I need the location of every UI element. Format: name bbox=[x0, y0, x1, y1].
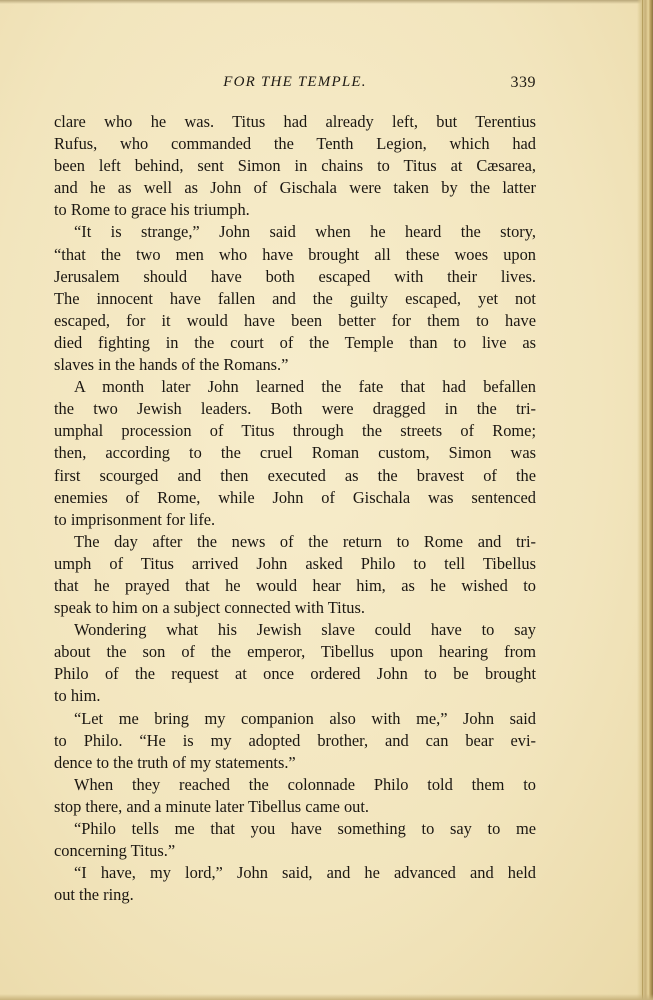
text-line: Wondering what his Jewish slave could have to say bbox=[74, 620, 536, 640]
text-line: umph of Titus arrived John asked Philo to tell Tibellus bbox=[54, 553, 536, 573]
page-bottom-edge bbox=[0, 994, 653, 1000]
text-line: The innocent have fallen and the guilty escaped, yet not bbox=[54, 288, 536, 308]
text-line: stop there, and a minute later Tibellus came out. bbox=[54, 796, 369, 816]
text-line: When they reached the colonnade Philo told them to bbox=[74, 774, 536, 794]
text-line: “I have, my lord,” John said, and he advanced and held bbox=[74, 863, 536, 883]
text-line: “that the two men who have brought all these woes upon bbox=[54, 244, 536, 264]
text-line: “Philo tells me that you have something to say to me bbox=[74, 819, 536, 838]
text-line: that he prayed that he would hear him, as he wished to bbox=[54, 575, 536, 595]
text-line: umphal procession of Titus through the streets of Rome; bbox=[54, 421, 536, 441]
text-line: about the son of the emperor, Tibellus upon hearing from bbox=[54, 642, 536, 662]
text-line: “Let me bring my companion also with me,” John said bbox=[74, 708, 536, 728]
text-line: speak to him on a subject connected with Titus. bbox=[54, 598, 365, 618]
text-line: escaped, for it would have been better for them to have bbox=[54, 310, 536, 330]
body-text bbox=[54, 111, 536, 906]
text-line: dence to the truth of my statements.” bbox=[54, 752, 296, 772]
text-line: to Philo. “He is my adopted brother, and can bear evi- bbox=[54, 730, 536, 750]
text-line: “It is strange,” John said when he heard the story, bbox=[74, 222, 536, 242]
text-line: Jerusalem should have both escaped with their lives. bbox=[54, 266, 536, 286]
text-line: A month later John learned the fate that had befallen bbox=[74, 377, 536, 397]
running-head: FOR THE TEMPLE. bbox=[223, 74, 367, 90]
text-line: out the ring. bbox=[54, 885, 134, 905]
text-line: clare who he was. Titus had already left, but Terentius bbox=[54, 112, 536, 131]
page-binding-edge bbox=[637, 0, 653, 1000]
text-line: concerning Titus.” bbox=[54, 841, 176, 861]
text-line: to him. bbox=[54, 686, 101, 706]
text-line: first scourged and then executed as the bravest of the bbox=[54, 465, 536, 485]
text-line: Philo of the request at once ordered John to be brought bbox=[54, 664, 536, 684]
page-top-edge bbox=[0, 0, 653, 4]
text-line: then, according to the cruel Roman custom, Simon was bbox=[54, 443, 536, 463]
text-line: The day after the news of the return to Rome and tri- bbox=[74, 531, 536, 551]
page-number: 339 bbox=[510, 74, 536, 91]
text-line: slaves in the hands of the Romans.” bbox=[54, 355, 289, 375]
text-line: been left behind, sent Simon in chains to Titus at Cæsarea, bbox=[54, 156, 536, 176]
page-header bbox=[54, 74, 536, 96]
page-binding-line bbox=[642, 0, 643, 1000]
text-line: died fighting in the court of the Temple than to live as bbox=[54, 332, 536, 352]
text-line: and he as well as John of Gischala were taken by the latter bbox=[54, 178, 536, 198]
text-line: to imprisonment for life. bbox=[54, 509, 216, 529]
text-line: Rufus, who commanded the Tenth Legion, which had bbox=[54, 134, 536, 154]
text-line: enemies of Rome, while John of Gischala was sentenced bbox=[54, 487, 536, 507]
text-line: the two Jewish leaders. Both were dragged in the tri- bbox=[54, 399, 536, 419]
text-line: to Rome to grace his triumph. bbox=[54, 200, 250, 220]
